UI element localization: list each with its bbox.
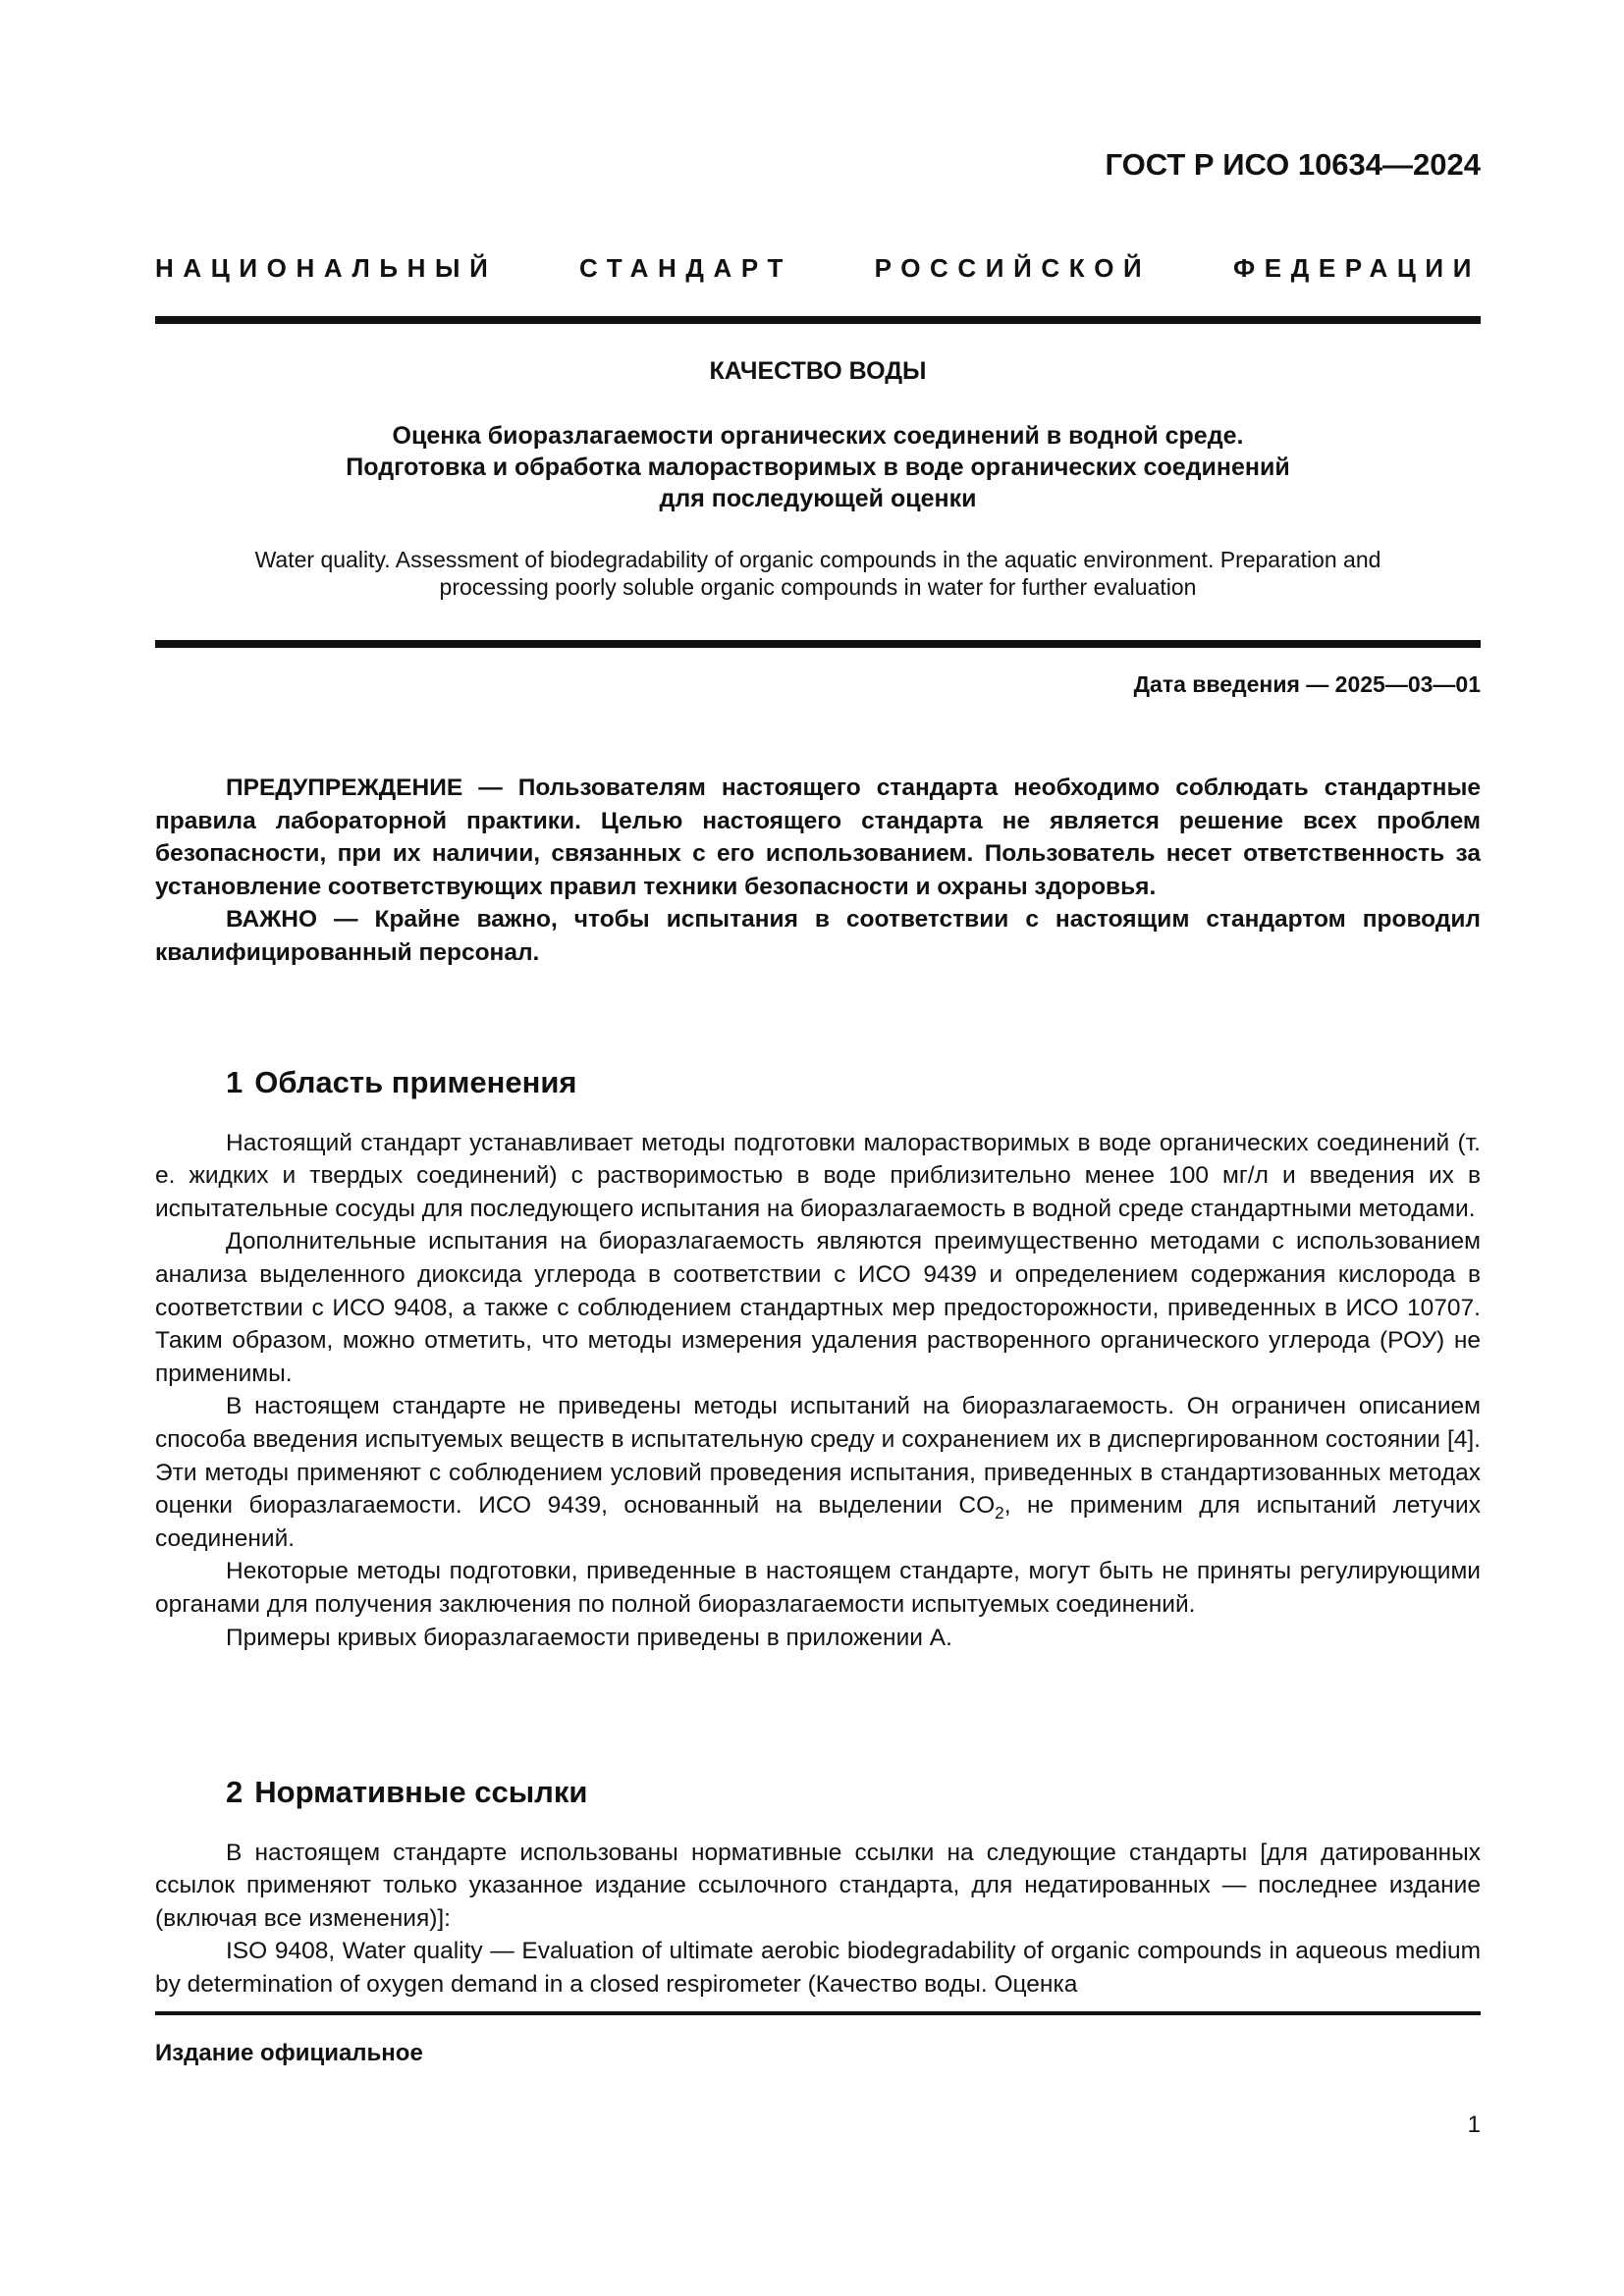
subtitle-line: Подготовка и обработка малорастворимых в воде органических соединений — [346, 454, 1290, 481]
paragraph-text: , не применим для испытаний летучих соединений. — [155, 1492, 1481, 1552]
page-number: 1 — [1467, 2111, 1481, 2138]
warning-paragraph: ПРЕДУПРЕЖДЕНИЕ — Пользователям настоящего стандарта необходимо соблюдать стандартные правила лабораторной практики. Целью настоящего стандарта не является решение всех проблем безопасности, при их наличии, связанных с его использованием. Пользователь несет ответственность за установление соответствующих правил техники безопасности и охраны здоровья. — [155, 774, 1481, 900]
footer-rule — [155, 2011, 1481, 2015]
section-paragraph: Настоящий стандарт устанавливает методы подготовки малорастворимых в воде органических соединений (т. е. жидких и твердых соединений) с растворимостью в воде приблизительно менее 100 мг/л и введения их в испытательные сосуды для последующего испытания на биоразлагаемость в водной среде стандартными методами. — [155, 1129, 1481, 1222]
section-2-heading — [155, 1776, 1481, 1809]
title-rule — [155, 640, 1481, 648]
section-number: 2 — [226, 1775, 244, 1809]
subscript: 2 — [995, 1503, 1004, 1523]
important-paragraph: ВАЖНО — Крайне важно, чтобы испытания в соответствии с настоящим стандартом проводил квалифицированный персонал. — [155, 906, 1481, 966]
document-title: КАЧЕСТВО ВОДЫ — [709, 357, 927, 385]
introduction-date: Дата введения — 2025—03—01 — [1133, 671, 1481, 697]
section-title: Нормативные ссылки — [254, 1775, 588, 1809]
section-paragraph: Дополнительные испытания на биоразлагаемость являются преимущественно методами с использованием анализа выделенного диоксида углерода в соответствии с ИСО 9439 и определением содержания кислорода в соответствии с ИСО 9408, а также с соблюдением стандартных мер предосторожности, приведенных в ИСО 10707. Таким образом, можно отметить, что методы измерения удаления растворенного органического углерода (РОУ) не применимы. — [155, 1228, 1481, 1387]
english-title — [155, 546, 1481, 601]
section-paragraph: ISO 9408, Water quality — Evaluation of ultimate aerobic biodegradability of organic compounds in aqueous medium by determination of oxygen demand in a closed respirometer (Качество воды. Оценка — [155, 1938, 1481, 1998]
top-rule — [155, 316, 1481, 324]
english-title-line: processing poorly soluble organic compounds in water for further evaluation — [439, 574, 1197, 600]
section-1 — [155, 1066, 1481, 1654]
section-number: 1 — [226, 1065, 244, 1099]
document-subtitle — [155, 420, 1481, 514]
section-1-heading — [155, 1066, 1481, 1099]
subtitle-line: Оценка биоразлагаемости органических соединений в водной среде. — [392, 422, 1244, 450]
edition-label: Издание официальное — [155, 2040, 423, 2066]
section-paragraph: Примеры кривых биоразлагаемости приведены в приложении А. — [226, 1624, 952, 1651]
section-paragraph: Некоторые методы подготовки, приведенные в настоящем стандарте, могут быть не приняты регулирующими органами для получения заключения по полной биоразлагаемости испытуемых соединений. — [155, 1558, 1481, 1618]
section-paragraph: В настоящем стандарте использованы нормативные ссылки на следующие стандарты [для датированных ссылок применяют только указанное издание ссылочного стандарта, для недатированных — последнее издание (включая все изменения)]: — [155, 1839, 1481, 1932]
subtitle-line: для последующей оценки — [659, 485, 977, 512]
paragraph-text: В настоящем стандарте не приведены методы испытаний на биоразлагаемость. Он ограничен описанием способа введения испытуемых веществ в испытательную среду и сохранением их в диспергированном состоянии [4]. Эти методы применяют с соблюдением условий проведения испытания, приведенных в стандартизованных методах оценки биоразлагаемости. ИСО 9439, основанный на выделении CO — [155, 1393, 1481, 1520]
section-2 — [155, 1776, 1481, 2002]
document-number: ГОСТ Р ИСО 10634—2024 — [1105, 147, 1481, 182]
english-title-line: Water quality. Assessment of biodegradability of organic compounds in the aquatic environment. Preparation and — [254, 547, 1381, 572]
section-title: Область применения — [254, 1065, 577, 1099]
national-standard-heading: НАЦИОНАЛЬНЫЙ СТАНДАРТ РОССИЙСКОЙ ФЕДЕРАЦИИ — [155, 253, 1481, 283]
warnings-block — [155, 772, 1481, 970]
section-paragraph — [155, 1390, 1481, 1555]
